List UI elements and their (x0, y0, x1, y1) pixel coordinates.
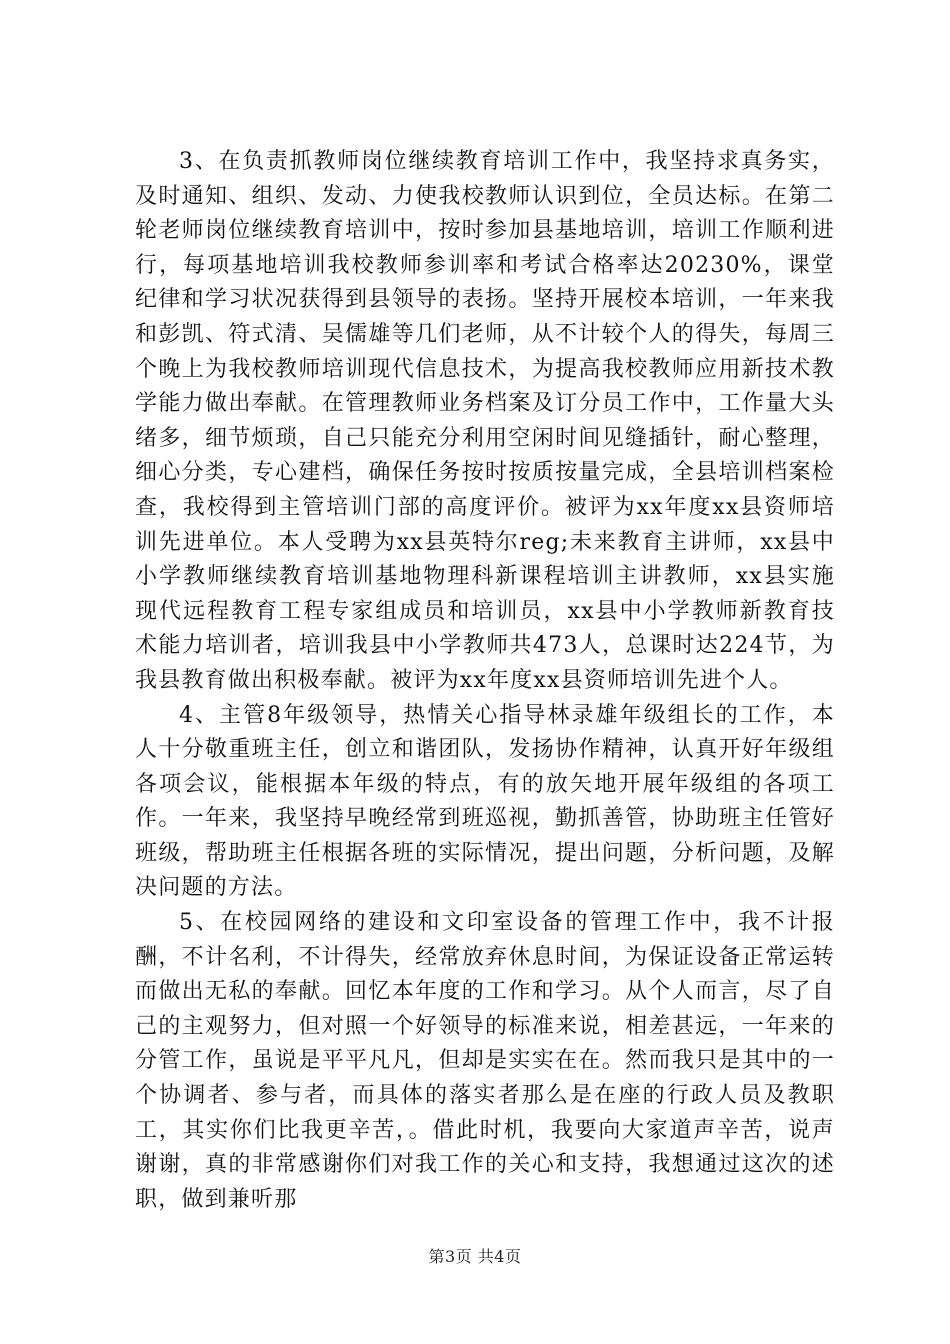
paragraph-item-4: 4、主管8年级领导，热情关心指导林录雄年级组长的工作，本人十分敬重班主任，创立和谐团队，发扬协作精神，认真开好年级组各项会议，能根据本年级的特点，有的放矢地开展年级组的各项工作。一年来，我坚持早晚经常到班巡视，勤抓善管，协助班主任管好班级，帮助班主任根据各班的实际情况，提出问题，分析问题，及解决问题的方法。 (135, 702, 835, 901)
document-body (135, 145, 835, 1217)
paragraph-item-3: 3、在负责抓教师岗位继续教育培训工作中，我坚持求真务实，及时通知、组织、发动、力使我校教师认识到位，全员达标。在第二轮老师岗位继续教育培训中，按时参加县基地培训，培训工作顺利进行，每项基地培训我校教师参训率和考试合格率达20230%，课堂纪律和学习状况获得到县领导的表扬。坚持开展校本培训，一年来我和彭凯、符式清、吴儒雄等几们老师，从不计较个人的得失，每周三个晚上为我校教师培训现代信息技术，为提高我校教师应用新技术教学能力做出奉献。在管理教师业务档案及订分员工作中，工作量大头绪多，细节烦琐，自己只能充分利用空闲时间见缝插针，耐心整理，细心分类，专心建档，确保任务按时按质按量完成，全县培训档案检查，我校得到主管培训门部的高度评价。被评为xx年度xx县资师培训先进单位。本人受聘为xx县英特尔reg;未来教育主讲师，xx县中小学教师继续教育培训基地物理科新课程培训主讲教师，xx县实施现代远程教育工程专家组成员和培训员，xx县中小学教师新教育技术能力培训者，培训我县中小学教师共473人，总课时达224节，为我县教育做出积极奉献。被评为xx年度xx县资师培训先进个人。 (135, 149, 835, 693)
paragraph-item-5: 5、在校园网络的建设和文印室设备的管理工作中，我不计报酬，不计名利，不计得失，经常放弃休息时间，为保证设备正常运转而做出无私的奉献。回忆本年度的工作和学习。从个人而言，尽了自己的主观努力，但对照一个好领导的标准来说，相差甚远，一年来的分管工作，虽说是平平凡凡，但却是实实在在。然而我只是其中的一个协调者、参与者，而具体的落实者那么是在座的行政人员及教职工，其实你们比我更辛苦，。借此时机，我要向大家道声辛苦，说声谢谢，真的非常感谢你们对我工作的关心和支持，我想通过这次的述职，做到兼听那 (135, 910, 835, 1212)
page-number-footer: 第3页 共4页 (428, 1247, 522, 1266)
